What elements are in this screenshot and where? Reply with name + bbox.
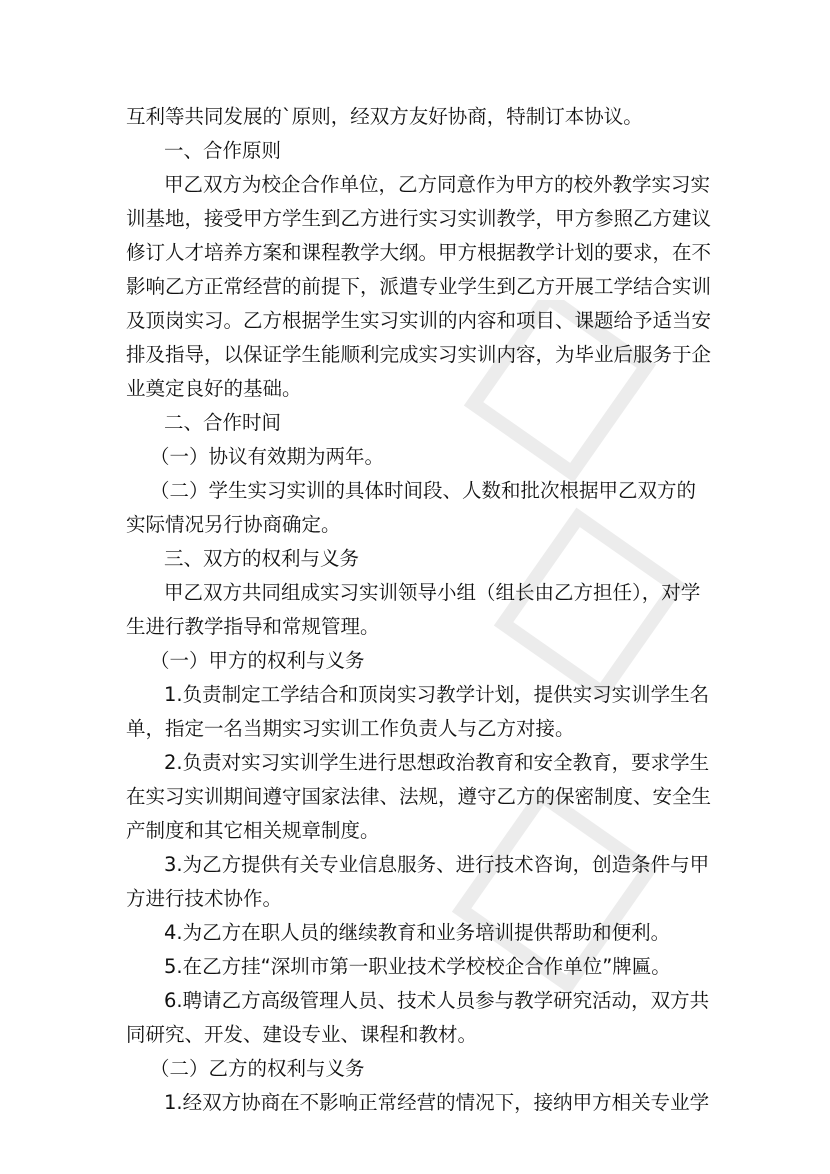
text-line: 方进行技术协作。 [126,887,283,910]
section-heading: 三、双方的权利与义务 [164,547,360,570]
list-item: 5.在乙方挂“深圳市第一职业技术学校校企合作单位”牌匾。 [164,955,671,978]
text-line: 生进行教学指导和常规管理。 [126,615,380,638]
section-heading: 一、合作原则 [164,139,282,162]
subsection-heading: （一）甲方的权利与义务 [150,649,365,672]
text-line: 影响乙方正常经营的前提下，派遣专业学生到乙方开展工学结合实训 [126,275,712,298]
text-line: 单，指定一名当期实习实训工作负责人与乙方对接。 [126,717,575,740]
text-line: 互利等共同发展的`原则，经双方友好协商，特制订本协议。 [126,105,643,128]
document-body [0,100,830,1120]
text-line: 训基地，接受甲方学生到乙方进行实习实训教学，甲方参照乙方建议 [126,207,712,230]
text-line: 及顶岗实习。乙方根据学生实习实训的内容和项目、课题给予适当安 [126,309,712,332]
list-item: 6.聘请乙方高级管理人员、技术人员参与教学研究活动，双方共 [164,989,710,1012]
list-item: 4.为乙方在职人员的继续教育和业务培训提供帮助和便利。 [164,921,671,944]
subsection-heading: （二）乙方的权利与义务 [150,1057,365,1080]
text-line: 在实习实训期间遵守国家法律、法规，遵守乙方的保密制度、安全生 [126,785,712,808]
section-heading: 二、合作时间 [164,411,282,434]
text-line: 甲乙双方为校企合作单位，乙方同意作为甲方的校外教学实习实 [164,173,711,196]
text-line: 产制度和其它相关规章制度。 [126,819,380,842]
text-line: 排及指导，以保证学生能顺利完成实习实训内容，为毕业后服务于企 [126,343,712,366]
subsection-item: （二）学生实习实训的具体时间段、人数和批次根据甲乙双方的 [150,479,697,502]
list-item: 3.为乙方提供有关专业信息服务、进行技术咨询，创造条件与甲 [164,853,710,876]
text-line: 修订人才培养方案和课程教学大纲。甲方根据教学计划的要求，在不 [126,241,712,264]
list-item: 1.负责制定工学结合和顶岗实习教学计划，提供实习实训学生名 [164,683,710,706]
list-item: 2.负责对实习实训学生进行思想政治教育和安全教育，要求学生 [164,751,710,774]
text-line: 甲乙双方共同组成实习实训领导小组（组长由乙方担任），对学 [164,581,701,604]
text-line: 实际情况另行协商确定。 [126,513,341,536]
text-line: 业奠定良好的基础。 [126,377,302,400]
list-item: 1.经双方协商在不影响正常经营的情况下，接纳甲方相关专业学 [164,1091,710,1114]
subsection-item: （一）协议有效期为两年。 [150,445,385,468]
text-line: 同研究、开发、建设专业、课程和教材。 [126,1023,478,1046]
